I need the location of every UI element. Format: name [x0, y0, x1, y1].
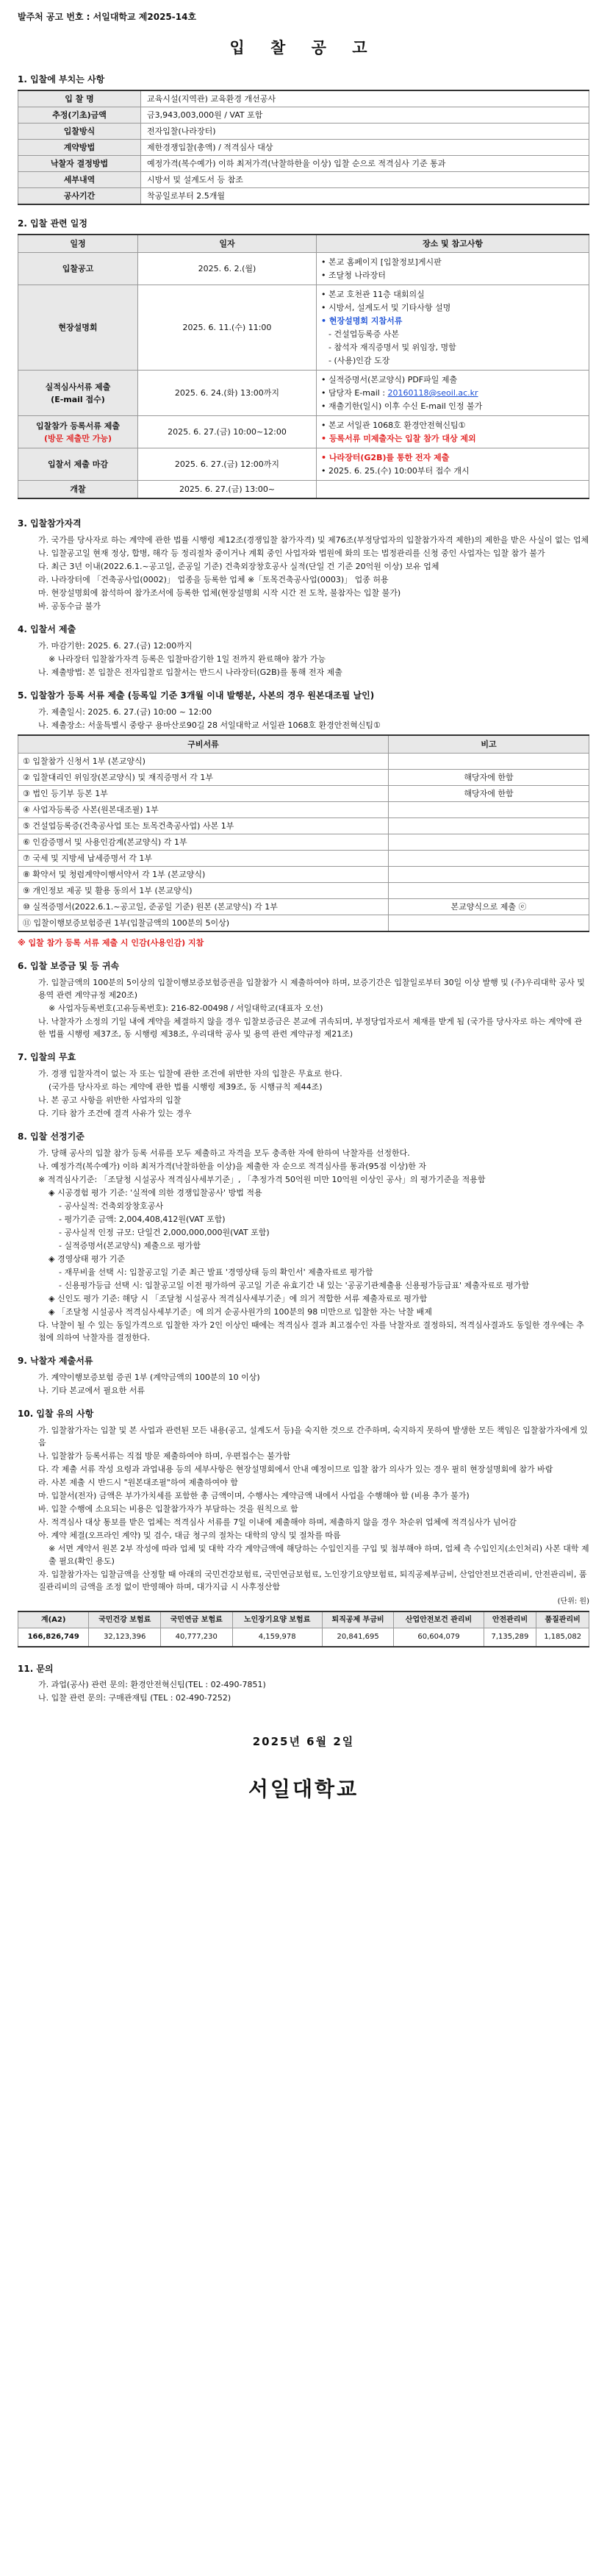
section-7-heading: 7. 입찰의 무효: [18, 1052, 76, 1063]
section-11-list: [18, 1678, 589, 1704]
cost-header: 품질관리비: [536, 1611, 589, 1628]
summary-value: 전자입찰(나라장터): [141, 123, 589, 139]
notice-title: 입 찰 공 고: [229, 38, 378, 57]
document-note: [389, 867, 589, 883]
schedule-stage-line: 실적심사서류 제출: [45, 382, 111, 392]
list-item: 가. 계약이행보증보험 증권 1부 (계약금액의 100분의 10 이상): [38, 1372, 260, 1382]
summary-row: [18, 171, 589, 187]
list-item: 나. 기타 본교에서 필요한 서류: [38, 1385, 145, 1395]
schedule-row: [18, 252, 589, 285]
list-item: 나. 낙찰자가 소정의 기일 내에 계약을 체결하지 않을 경우 입찰보증금은 본교에 귀속되며, 부정당업자로서 제재를 받게 됨 (국가를 당사자로 하는 계약에 관한 법률 시행령 제37조, 동 시행령 제38조, 우리대학 공사 및 용역 관련 계약규정 제21조): [38, 1017, 583, 1040]
summary-label: 낙찰자 결정방법: [18, 155, 141, 171]
list-item: 바. 공동수급 불가: [38, 601, 101, 612]
schedule-col-stage: 일정: [18, 235, 138, 253]
document-name: ⑩ 실적증명서(2022.6.1.~공고일, 준공일 기준) 원본 (본교양식) 각 1부: [18, 899, 389, 915]
list-item: 마. 입찰서(전자) 금액은 부가가치세를 포함한 총 금액이며, 수행사는 계약금액 내에서 사업을 수행해야 함 (비용 추가 불가): [38, 1490, 470, 1500]
documents-col-docs: 구비서류: [18, 735, 389, 754]
summary-label: 세부내역: [18, 171, 141, 187]
schedule-row: [18, 371, 589, 416]
list-item: 나. 입찰 관련 문의: 구매관재팀 (TEL : 02-490-7252): [38, 1693, 231, 1703]
notice-number: 발주처 공고 번호 : 서일대학교 제2025-14호: [18, 12, 197, 22]
schedule-row: [18, 448, 589, 481]
summary-row: [18, 139, 589, 155]
list-item: 가. 과업(공사) 관련 문의: 환경안전혁신팀(TEL : 02-490-7851): [38, 1680, 266, 1690]
section-6-list: [18, 976, 589, 1040]
contact-email-link[interactable]: 20160118@seoil.ac.kr: [387, 388, 478, 398]
document-row: [18, 834, 589, 851]
cost-value: 20,841,695: [322, 1628, 394, 1647]
cost-table: [18, 1611, 589, 1647]
schedule-note: • 등록서류 미제출자는 입찰 참가 대상 제외: [321, 434, 476, 444]
summary-row: [18, 155, 589, 171]
document-note: 본교양식으로 제출 ⓔ: [389, 899, 589, 915]
documents-col-notes: 비고: [389, 735, 589, 754]
schedule-note: • 시방서, 설계도서 및 기타사항 설명: [321, 302, 451, 312]
schedule-date: 2025. 6. 2.(월): [138, 252, 317, 285]
summary-row: [18, 90, 589, 107]
list-item: (국가를 당사자로 하는 계약에 관한 법률 시행령 제39조, 동 시행규칙 제44조): [49, 1081, 323, 1092]
schedule-note: • 재출기한(일시) 이후 수신 E-mail 인정 불가: [321, 401, 483, 412]
document-name: ⑧ 확약서 및 청렴계약이행서약서 각 1부 (본교양식): [18, 867, 389, 883]
document-note: [389, 915, 589, 932]
schedule-stage-line: 입찰참가 등록서류 제출: [36, 421, 120, 431]
document-name: ② 입찰대리인 위임장(본교양식) 및 재직증명서 각 1부: [18, 769, 389, 785]
section-10-heading: 10. 입찰 유의 사항: [18, 1408, 94, 1419]
schedule-note: • 본교 홈페이지 [입찰정보]게시판: [321, 257, 442, 267]
schedule-table: [18, 234, 589, 500]
cost-header: 산업안전보건 관리비: [394, 1611, 484, 1628]
summary-value: 제한경쟁입찰(총액) / 적격심사 대상: [141, 139, 589, 155]
notice-date: 2025년 6월 2일: [252, 1735, 355, 1749]
summary-value: 시방서 및 설계도서 등 참조: [141, 171, 589, 187]
list-item: ※ 적격심사기준: 「조달청 시설공사 적격심사세부기준」, 「추정가격 50억원 미만 10억원 이상인 공사」의 평가기준을 적용함: [38, 1174, 486, 1184]
list-item: 나. 입찰참가 등록서류는 직접 방문 제출하여야 하며, 우편접수는 불가함: [38, 1450, 291, 1461]
list-item: 나. 제출장소: 서울특별시 중랑구 용마산로90길 28 서일대학교 서일관 1068호 환경안전혁신팀①: [38, 720, 381, 730]
summary-label: 추정(기초)금액: [18, 107, 141, 123]
schedule-notes: [317, 416, 589, 448]
list-item: 다. 낙찰이 될 수 있는 동일가격으로 입찰한 자가 2인 이상인 때에는 적격심사 결과 최고점수인 자를 낙찰자로 결정하되, 적격심사결과도 동일한 경우에는 추첨에 의하여 낙찰자를 결정한다.: [38, 1320, 584, 1343]
schedule-note: • 조달청 나라장터: [321, 270, 386, 280]
schedule-stage-line: (방문 제출만 가능): [43, 433, 112, 443]
schedule-notes: [317, 448, 589, 481]
list-item: - 공사실적: 건축외장창호공사: [59, 1201, 164, 1211]
document-row: [18, 851, 589, 867]
unit-label: (단위: 원): [557, 1598, 589, 1606]
schedule-date: 2025. 6. 27.(금) 10:00~12:00: [138, 416, 317, 448]
list-item: 가. 마감기한: 2025. 6. 27.(금) 12:00까지: [38, 640, 193, 651]
section-1-heading: 1. 입찰에 부치는 사항: [18, 74, 105, 85]
schedule-col-place: 장소 및 참고사항: [317, 235, 589, 253]
cost-value: 32,123,396: [89, 1628, 161, 1647]
email-label: • 담당자 E-mail :: [321, 388, 388, 398]
summary-value: 착공일로부터 2.5개월: [141, 188, 589, 205]
list-item: 마. 현장설명회에 참석하여 참가조서에 등록한 업체(현장설명회 시작 시간 전 도착, 불참자는 입찰 불가): [38, 588, 401, 598]
document-row: [18, 883, 589, 899]
cost-header: 국민건강 보험료: [89, 1611, 161, 1628]
section-3-heading: 3. 입찰참가자격: [18, 518, 82, 529]
cost-value: 4,159,978: [232, 1628, 322, 1647]
section-10-list: [18, 1424, 589, 1594]
list-item: - 신용평가등급 선택 시: 입찰공고일 이전 평가하여 공고일 기준 유효기간 내 있는 '공공기관제출용 신용평가등급표' 제출자료로 평가함: [59, 1281, 529, 1291]
section-9-heading: 9. 낙찰자 제출서류: [18, 1356, 93, 1367]
schedule-date: 2025. 6. 27.(금) 12:00까지: [138, 448, 317, 481]
list-item: 가. 입찰참가자는 입찰 및 본 사업과 관련된 모든 내용(공고, 설계도서 등)을 숙지한 것으로 간주하며, 숙지하지 못하여 발생한 모든 책임은 입찰참가자에게 있음: [38, 1425, 588, 1448]
schedule-note: [321, 387, 584, 399]
notice-document: [18, 0, 589, 1805]
list-item: ※ 서면 계약서 원본 2부 작성에 따라 업체 및 대학 각각 계약금액에 해당하는 수입인지를 구입 및 첨부해야 하며, 업체 측 수입인지(소인처리) 사본 대학 제출 필요(확인 용도): [49, 1543, 589, 1567]
schedule-stage: 입찰서 제출 마감: [18, 448, 138, 481]
document-name: ① 입찰참가 신청서 1부 (본교양식): [18, 753, 389, 769]
summary-row: [18, 107, 589, 123]
list-item: 다. 기타 참가 조건에 결격 사유가 있는 경우: [38, 1108, 192, 1118]
document-row: [18, 769, 589, 785]
list-item: 가. 경쟁 입찰자격이 없는 자 또는 입찰에 관한 조건에 위반한 자의 입찰은 무효로 한다.: [38, 1068, 342, 1078]
list-item: 나. 본 공고 사항을 위반한 사업자의 입찰: [38, 1095, 182, 1105]
seal-warning: ※ 입찰 참가 등록 서류 제출 시 인감(사용인감) 지참: [18, 938, 204, 948]
list-item: 라. 사본 제출 시 반드시 "원본대조필"하여 제출하여야 함: [38, 1477, 238, 1487]
schedule-note: - 건설업등록증 사본: [328, 329, 399, 339]
list-item: 라. 나라장터에 「건축공사업(0002)」 업종을 등록한 업체 ※「토목건축공사업(0003)」 업종 허용: [38, 575, 389, 585]
document-row: [18, 817, 589, 834]
document-note: [389, 851, 589, 867]
section-3-list: [18, 534, 589, 612]
cost-header: 퇴직공제 부금비: [322, 1611, 394, 1628]
list-item: 나. 제출방법: 본 입찰은 전자입찰로 입찰서는 반드시 나라장터(G2B)를 통해 전자 제출: [38, 668, 342, 678]
cost-header: 계(A2): [18, 1611, 89, 1628]
document-name: ⑨ 개인정보 제공 및 활용 동의서 1부 (본교양식): [18, 883, 389, 899]
document-note: [389, 883, 589, 899]
schedule-stage: [18, 371, 138, 416]
list-item: 가. 입찰금액의 100분의 5이상의 입찰이행보증보험증권을 입찰참가 시 제출하여야 하며, 보증기간은 입찰일로부터 30일 이상 발행 및 (주)우리대학 공사 및 용역 관련 계약규정 제20조): [38, 977, 585, 1000]
summary-row: [18, 188, 589, 205]
summary-value: 예정가격(복수예가) 이하 최저가격(낙찰하한율 이상) 입찰 순으로 적격심사 기준 통과: [141, 155, 589, 171]
section-7-list: [18, 1067, 589, 1120]
document-name: ③ 법인 등기부 등본 1부: [18, 785, 389, 801]
section-8-heading: 8. 입찰 선정기준: [18, 1131, 85, 1142]
schedule-note: • 2025. 6. 25.(수) 10:00부터 접수 개시: [321, 466, 470, 476]
summary-label: 공사기간: [18, 188, 141, 205]
schedule-notes: [317, 371, 589, 416]
cost-value: 166,826,749: [18, 1628, 89, 1647]
document-row: [18, 915, 589, 932]
list-item: 나. 예정가격(복수예가) 이하 최저가격(낙찰하한율 이상)을 제출한 자 순으로 적격심사를 통과(95점 이상)한 자: [38, 1161, 426, 1171]
cost-header: 국민연금 보험료: [160, 1611, 232, 1628]
section-4-list: [18, 640, 589, 679]
document-note: 해당자에 한함: [389, 769, 589, 785]
document-row: [18, 785, 589, 801]
bid-summary-table: [18, 90, 589, 205]
document-row: [18, 867, 589, 883]
section-9-list: [18, 1371, 589, 1397]
list-item: 사. 적격심사 대상 통보를 받은 업체는 적격심사 서류를 7일 이내에 제출해야 하며, 제출하지 않을 경우 차순위 업체에 적격심사가 넘어감: [38, 1517, 517, 1527]
summary-row: [18, 123, 589, 139]
document-note: [389, 834, 589, 851]
section-2-heading: 2. 입찰 관련 일정: [18, 218, 87, 229]
schedule-date: 2025. 6. 24.(화) 13:00까지: [138, 371, 317, 416]
schedule-date: 2025. 6. 27.(금) 13:00~: [138, 481, 317, 499]
schedule-date: 2025. 6. 11.(수) 11:00: [138, 285, 317, 370]
schedule-stage-line: (E-mail 접수): [51, 394, 105, 404]
list-item: - 공사실적 인정 규모: 단일건 2,000,000,000원(VAT 포함): [59, 1227, 270, 1237]
document-row: [18, 899, 589, 915]
summary-value: 교육시설(지역관) 교육환경 개선공사: [141, 90, 589, 107]
issuer-name: 서일대학교: [248, 1776, 359, 1801]
section-6-heading: 6. 입찰 보증금 및 등 귀속: [18, 961, 120, 972]
list-item: - 재무비율 선택 시: 입찰공고일 기준 최근 발표 '경영상태 등의 확인서' 제출자료로 평가함: [59, 1267, 373, 1277]
document-name: ⑪ 입찰이행보증보험증권 1부(입찰금액의 100분의 5이상): [18, 915, 389, 932]
schedule-stage: 개찰: [18, 481, 138, 499]
list-item: 다. 각 제출 서류 작성 요령과 과업내용 등의 세부사항은 현장설명회에서 안내 예정이므로 입찰 참가 의사가 있는 경우 필히 현장설명회에 참가 바람: [38, 1464, 553, 1474]
list-item: - 실적증명서(본교양식) 제출으로 평가함: [59, 1240, 201, 1251]
schedule-notes: [317, 481, 589, 499]
cost-value: 7,135,289: [484, 1628, 536, 1647]
cost-value: 60,604,079: [394, 1628, 484, 1647]
section-5-list: [18, 706, 589, 731]
document-name: ⑥ 인감증명서 및 사용인감계(본교양식) 각 1부: [18, 834, 389, 851]
schedule-row: [18, 416, 589, 448]
schedule-note: - 참석자 재직증명서 및 위임장, 명함: [328, 342, 456, 352]
section-5-heading: 5. 입찰참가 등록 서류 제출 (등록일 기준 3개월 이내 발행분, 사본의 경우 원본대조필 날인): [18, 690, 375, 701]
list-item: 가. 국가를 당사자로 하는 계약에 관한 법률 시행령 제12조(경쟁입찰 참가자격) 및 제76조(부정당업자의 입찰참가자격 제한)의 제한을 받은 사실이 없는 업체: [38, 535, 589, 545]
summary-label: 계약방법: [18, 139, 141, 155]
section-4-heading: 4. 입찰서 제출: [18, 624, 76, 635]
list-item: 다. 최근 3년 이내(2022.6.1.~공고일, 준공일 기준) 건축외장창호공사 실적(단일 건 기준 20억원 이상) 보유 업체: [38, 562, 439, 572]
schedule-note: • 본교 호천관 11층 대회의실: [321, 289, 425, 299]
summary-label: 입 찰 명: [18, 90, 141, 107]
schedule-note: - (사용)인감 도장: [328, 356, 390, 366]
list-item: ◈ 경영상태 평가 기준: [49, 1253, 125, 1264]
document-note: [389, 817, 589, 834]
list-item: ◈ 시공경험 평가 기준: '실적에 의한 경쟁입찰공사' 방법 적용: [49, 1187, 262, 1198]
list-item: ◈ 「조달청 시설공사 적격심사세부기준」에 의거 순공사원가의 100분의 98 미만으로 입찰한 자는 낙찰 배제: [49, 1307, 432, 1317]
document-row: [18, 801, 589, 817]
section-8-list: [18, 1147, 589, 1345]
document-note: [389, 753, 589, 769]
schedule-row: [18, 481, 589, 499]
list-item: ※ 사업자등록번호(고유등록번호): 216-82-00498 / 서일대학교(대표자 오선): [49, 1003, 323, 1014]
cost-header: 노인장기요양 보험료: [232, 1611, 322, 1628]
schedule-note: • 실적증명서(본교양식) PDF파일 제출: [321, 375, 458, 385]
list-item: 가. 당해 공사의 입찰 참가 등록 서류를 모두 제출하고 자격을 모두 충족한 자에 한하여 낙찰자를 선정한다.: [38, 1148, 410, 1158]
document-note: [389, 801, 589, 817]
schedule-notes: [317, 285, 589, 370]
section-11-heading: 11. 문의: [18, 1663, 54, 1674]
list-item: 나. 입찰공고일 현재 정상, 합병, 해각 등 정리절차 중이거나 계획 중인 사업자와 법원에 화의 또는 법정관리를 신청 중인 사업자는 입찰 참가 불가: [38, 548, 545, 559]
list-item: - 평가기준 금액: 2,004,408,412원(VAT 포함): [59, 1214, 226, 1224]
list-item: 아. 계약 체결(오프라인 계약) 및 검수, 대금 청구의 절차는 대학의 양식 및 절차를 따름: [38, 1530, 341, 1540]
schedule-stage: 현장설명회: [18, 285, 138, 370]
list-item: 가. 제출일시: 2025. 6. 27.(금) 10:00 ~ 12:00: [38, 706, 212, 717]
schedule-notes: [317, 252, 589, 285]
documents-table: [18, 734, 589, 933]
list-item: ◈ 신인도 평가 기준: 해당 시 「조달청 시설공사 적격심사세부기준」에 의거 적합한 서류 제출자료로 평가함: [49, 1294, 428, 1304]
schedule-note: • 나라장터(G2B)를 통한 전자 제출: [321, 453, 450, 463]
document-name: ⑦ 국세 및 지방세 납세증명서 각 1부: [18, 851, 389, 867]
document-name: ④ 사업자등록증 사본(원본대조필) 1부: [18, 801, 389, 817]
schedule-stage: 입찰공고: [18, 252, 138, 285]
schedule-col-date: 일자: [138, 235, 317, 253]
document-row: [18, 753, 589, 769]
schedule-stage: [18, 416, 138, 448]
cost-value: 40,777,230: [160, 1628, 232, 1647]
list-item: 바. 입찰 수행에 소요되는 비용은 입찰참가자가 부담하는 것을 원칙으로 함: [38, 1503, 298, 1514]
schedule-note: • 현장설명회 지참서류: [321, 315, 403, 326]
summary-label: 입찰방식: [18, 123, 141, 139]
cost-value: 1,185,082: [536, 1628, 589, 1647]
schedule-row: [18, 285, 589, 370]
schedule-note: • 본교 서일관 1068호 환경안전혁신팀①: [321, 421, 466, 431]
list-item: ※ 나라장터 입찰참가자격 등록은 입찰마감기한 1일 전까지 완료해야 참가 가능: [49, 654, 326, 664]
list-item: 자. 입찰참가자는 입찰금액을 산정할 때 아래의 국민건강보험료, 국민연금보험료, 노인장기요양보험료, 퇴직공제부금비, 산업안전보건관리비, 안전관리비, 품질관리비의 금액을 조정 없이 반영해야 하며, 대가지급 시 사후정산함: [38, 1570, 587, 1592]
summary-value: 금3,943,003,000원 / VAT 포함: [141, 107, 589, 123]
cost-header: 안전관리비: [484, 1611, 536, 1628]
document-name: ⑤ 건설업등록증(건축공사업 또는 토목건축공사업) 사본 1부: [18, 817, 389, 834]
document-note: 해당자에 한함: [389, 785, 589, 801]
